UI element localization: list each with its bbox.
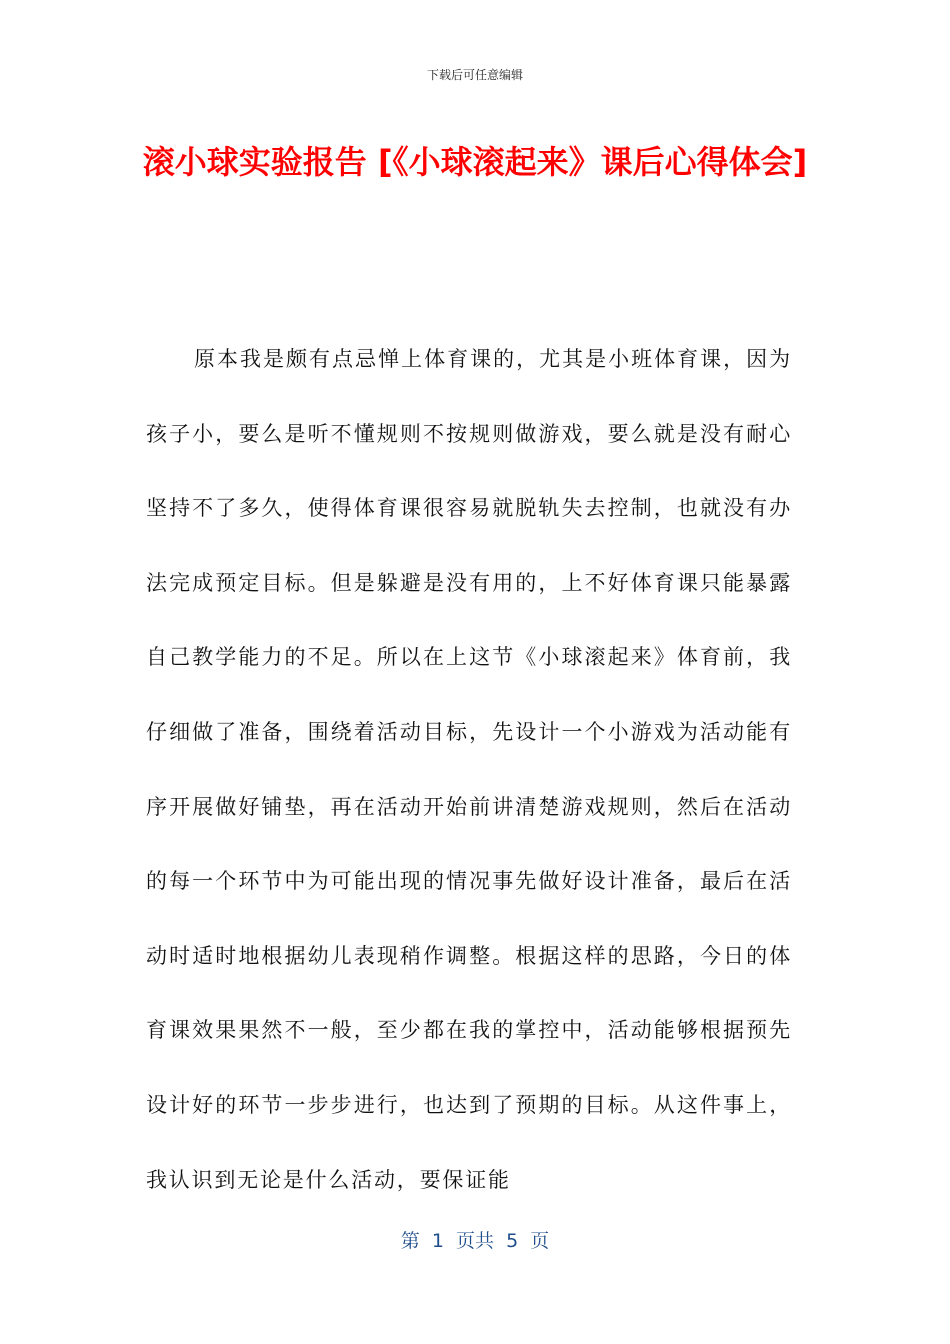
page-number-footer: 第 1 页共 5 页 xyxy=(400,1230,550,1252)
body-paragraph: 原本我是颇有点忌惮上体育课的，尤其是小班体育课，因为孩子小，要么是听不懂规则不按规则做游戏，要么就是没有耐心坚持不了多久，使得体育课很容易就脱轨失去控制，也就没有办法完成预定目标。但是躲避是没有用的，上不好体育课只能暴露自己教学能力的不足。所以在上这节《小球滚起来》体育前，我仔细做了准备，围绕着活动目标，先设计一个小游戏为活动能有序开展做好铺垫，再在活动开始前讲清楚游戏规则，然后在活动的每一个环节中为可能出现的情况事先做好设计准备，最后在活动时适时地根据幼儿表现稍作调整。根据这样的思路，今日的体育课效果果然不一般，至少都在我的掌控中，活动能够根据预先设计好的环节一步步进行，也达到了预期的目标。从这件事上，我认识到无论是什么活动，要保证能 xyxy=(146,347,792,1192)
document-title: 滚小球实验报告 [《小球滚起来》课后心得体会] xyxy=(142,143,808,181)
header-note: 下载后可任意编辑 xyxy=(426,68,523,82)
